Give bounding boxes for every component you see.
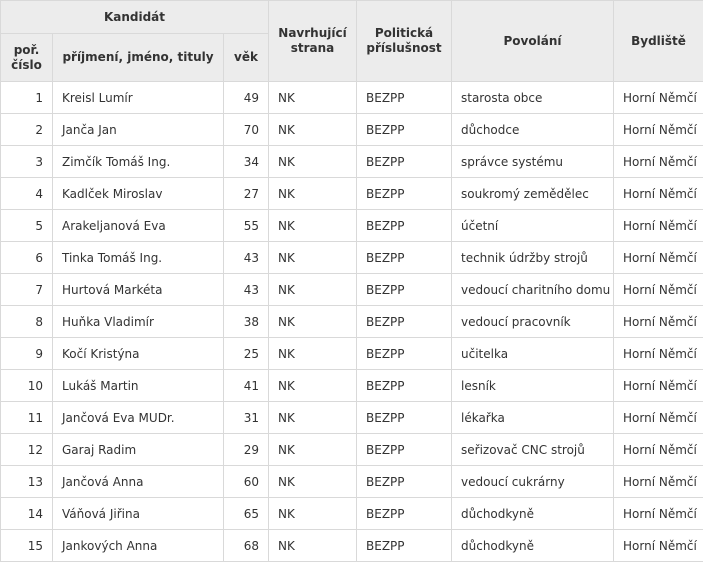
cell-vek: 43 xyxy=(224,242,269,274)
cell-politicka-prislusnost: BEZPP xyxy=(357,498,452,530)
cell-navrhujici-strana: NK xyxy=(269,178,357,210)
table-row xyxy=(1,530,703,562)
cell-jmeno: Váňová Jiřina xyxy=(53,498,224,530)
cell-vek: 31 xyxy=(224,402,269,434)
cell-bydliste: Horní Němčí xyxy=(614,146,703,178)
cell-poradove-cislo: 10 xyxy=(1,370,53,402)
cell-navrhujici-strana: NK xyxy=(269,274,357,306)
cell-povolani: lékařka xyxy=(452,402,614,434)
cell-povolani: seřizovač CNC strojů xyxy=(452,434,614,466)
cell-povolani: vedoucí pracovník xyxy=(452,306,614,338)
cell-poradove-cislo: 3 xyxy=(1,146,53,178)
cell-bydliste: Horní Němčí xyxy=(614,338,703,370)
cell-jmeno: Zimčík Tomáš Ing. xyxy=(53,146,224,178)
cell-poradove-cislo: 11 xyxy=(1,402,53,434)
cell-navrhujici-strana: NK xyxy=(269,242,357,274)
cell-navrhujici-strana: NK xyxy=(269,370,357,402)
cell-povolani: starosta obce xyxy=(452,82,614,114)
cell-politicka-prislusnost: BEZPP xyxy=(357,466,452,498)
cell-politicka-prislusnost: BEZPP xyxy=(357,434,452,466)
cell-bydliste: Horní Němčí xyxy=(614,306,703,338)
header-bydliste: Bydliště xyxy=(614,1,703,82)
table-row xyxy=(1,114,703,146)
cell-navrhujici-strana: NK xyxy=(269,82,357,114)
cell-jmeno: Jančová Eva MUDr. xyxy=(53,402,224,434)
cell-vek: 43 xyxy=(224,274,269,306)
table-row xyxy=(1,146,703,178)
cell-jmeno: Jančová Anna xyxy=(53,466,224,498)
header-por-cislo: poř. číslo xyxy=(1,34,53,82)
cell-jmeno: Kočí Kristýna xyxy=(53,338,224,370)
cell-bydliste: Horní Němčí xyxy=(614,178,703,210)
cell-vek: 65 xyxy=(224,498,269,530)
cell-navrhujici-strana: NK xyxy=(269,146,357,178)
cell-povolani: učitelka xyxy=(452,338,614,370)
cell-povolani: důchodkyně xyxy=(452,498,614,530)
table-body xyxy=(1,82,703,562)
cell-povolani: účetní xyxy=(452,210,614,242)
cell-jmeno: Huňka Vladimír xyxy=(53,306,224,338)
table-row xyxy=(1,402,703,434)
cell-vek: 68 xyxy=(224,530,269,562)
cell-navrhujici-strana: NK xyxy=(269,402,357,434)
cell-vek: 70 xyxy=(224,114,269,146)
cell-povolani: soukromý zemědělec xyxy=(452,178,614,210)
cell-jmeno: Janča Jan xyxy=(53,114,224,146)
cell-politicka-prislusnost: BEZPP xyxy=(357,530,452,562)
cell-politicka-prislusnost: BEZPP xyxy=(357,178,452,210)
cell-bydliste: Horní Němčí xyxy=(614,114,703,146)
table-row xyxy=(1,242,703,274)
header-navrhujici-strana: Navrhující strana xyxy=(269,1,357,82)
cell-politicka-prislusnost: BEZPP xyxy=(357,146,452,178)
cell-bydliste: Horní Němčí xyxy=(614,82,703,114)
cell-bydliste: Horní Němčí xyxy=(614,210,703,242)
cell-politicka-prislusnost: BEZPP xyxy=(357,306,452,338)
cell-navrhujici-strana: NK xyxy=(269,338,357,370)
cell-navrhujici-strana: NK xyxy=(269,114,357,146)
cell-poradove-cislo: 14 xyxy=(1,498,53,530)
table-row xyxy=(1,498,703,530)
cell-poradove-cislo: 13 xyxy=(1,466,53,498)
cell-poradove-cislo: 8 xyxy=(1,306,53,338)
cell-jmeno: Kreisl Lumír xyxy=(53,82,224,114)
cell-poradove-cislo: 5 xyxy=(1,210,53,242)
cell-bydliste: Horní Němčí xyxy=(614,402,703,434)
header-jmeno: příjmení, jméno, tituly xyxy=(53,34,224,82)
cell-jmeno: Jankových Anna xyxy=(53,530,224,562)
cell-bydliste: Horní Němčí xyxy=(614,530,703,562)
cell-vek: 29 xyxy=(224,434,269,466)
table-row xyxy=(1,210,703,242)
cell-bydliste: Horní Němčí xyxy=(614,242,703,274)
cell-vek: 38 xyxy=(224,306,269,338)
cell-navrhujici-strana: NK xyxy=(269,498,357,530)
cell-vek: 25 xyxy=(224,338,269,370)
cell-bydliste: Horní Němčí xyxy=(614,466,703,498)
cell-politicka-prislusnost: BEZPP xyxy=(357,82,452,114)
cell-navrhujici-strana: NK xyxy=(269,530,357,562)
header-kandidat: Kandidát xyxy=(1,1,269,34)
cell-poradove-cislo: 7 xyxy=(1,274,53,306)
table-row xyxy=(1,178,703,210)
cell-povolani: správce systému xyxy=(452,146,614,178)
cell-navrhujici-strana: NK xyxy=(269,434,357,466)
cell-jmeno: Arakeljanová Eva xyxy=(53,210,224,242)
table-row xyxy=(1,274,703,306)
cell-poradove-cislo: 4 xyxy=(1,178,53,210)
cell-bydliste: Horní Němčí xyxy=(614,274,703,306)
table-row xyxy=(1,306,703,338)
cell-navrhujici-strana: NK xyxy=(269,466,357,498)
cell-politicka-prislusnost: BEZPP xyxy=(357,402,452,434)
cell-politicka-prislusnost: BEZPP xyxy=(357,338,452,370)
cell-povolani: vedoucí charitního domu xyxy=(452,274,614,306)
cell-poradove-cislo: 6 xyxy=(1,242,53,274)
cell-vek: 60 xyxy=(224,466,269,498)
cell-bydliste: Horní Němčí xyxy=(614,434,703,466)
table-row xyxy=(1,434,703,466)
cell-politicka-prislusnost: BEZPP xyxy=(357,210,452,242)
cell-jmeno: Kadlček Miroslav xyxy=(53,178,224,210)
cell-navrhujici-strana: NK xyxy=(269,306,357,338)
cell-bydliste: Horní Němčí xyxy=(614,498,703,530)
cell-poradove-cislo: 12 xyxy=(1,434,53,466)
cell-poradove-cislo: 1 xyxy=(1,82,53,114)
cell-poradove-cislo: 15 xyxy=(1,530,53,562)
cell-vek: 49 xyxy=(224,82,269,114)
cell-povolani: lesník xyxy=(452,370,614,402)
cell-vek: 41 xyxy=(224,370,269,402)
cell-vek: 27 xyxy=(224,178,269,210)
cell-povolani: důchodkyně xyxy=(452,530,614,562)
cell-poradove-cislo: 9 xyxy=(1,338,53,370)
cell-povolani: vedoucí cukrárny xyxy=(452,466,614,498)
header-politicka-prislusnost: Politická příslušnost xyxy=(357,1,452,82)
table-row xyxy=(1,466,703,498)
header-povolani: Povolání xyxy=(452,1,614,82)
cell-navrhujici-strana: NK xyxy=(269,210,357,242)
cell-jmeno: Hurtová Markéta xyxy=(53,274,224,306)
cell-bydliste: Horní Němčí xyxy=(614,370,703,402)
cell-vek: 55 xyxy=(224,210,269,242)
cell-politicka-prislusnost: BEZPP xyxy=(357,274,452,306)
cell-jmeno: Garaj Radim xyxy=(53,434,224,466)
cell-povolani: technik údržby strojů xyxy=(452,242,614,274)
cell-politicka-prislusnost: BEZPP xyxy=(357,370,452,402)
cell-politicka-prislusnost: BEZPP xyxy=(357,114,452,146)
table-row xyxy=(1,370,703,402)
cell-politicka-prislusnost: BEZPP xyxy=(357,242,452,274)
cell-vek: 34 xyxy=(224,146,269,178)
cell-jmeno: Lukáš Martin xyxy=(53,370,224,402)
table-row xyxy=(1,82,703,114)
cell-jmeno: Tinka Tomáš Ing. xyxy=(53,242,224,274)
table-row xyxy=(1,338,703,370)
cell-poradove-cislo: 2 xyxy=(1,114,53,146)
header-vek: věk xyxy=(224,34,269,82)
cell-povolani: důchodce xyxy=(452,114,614,146)
